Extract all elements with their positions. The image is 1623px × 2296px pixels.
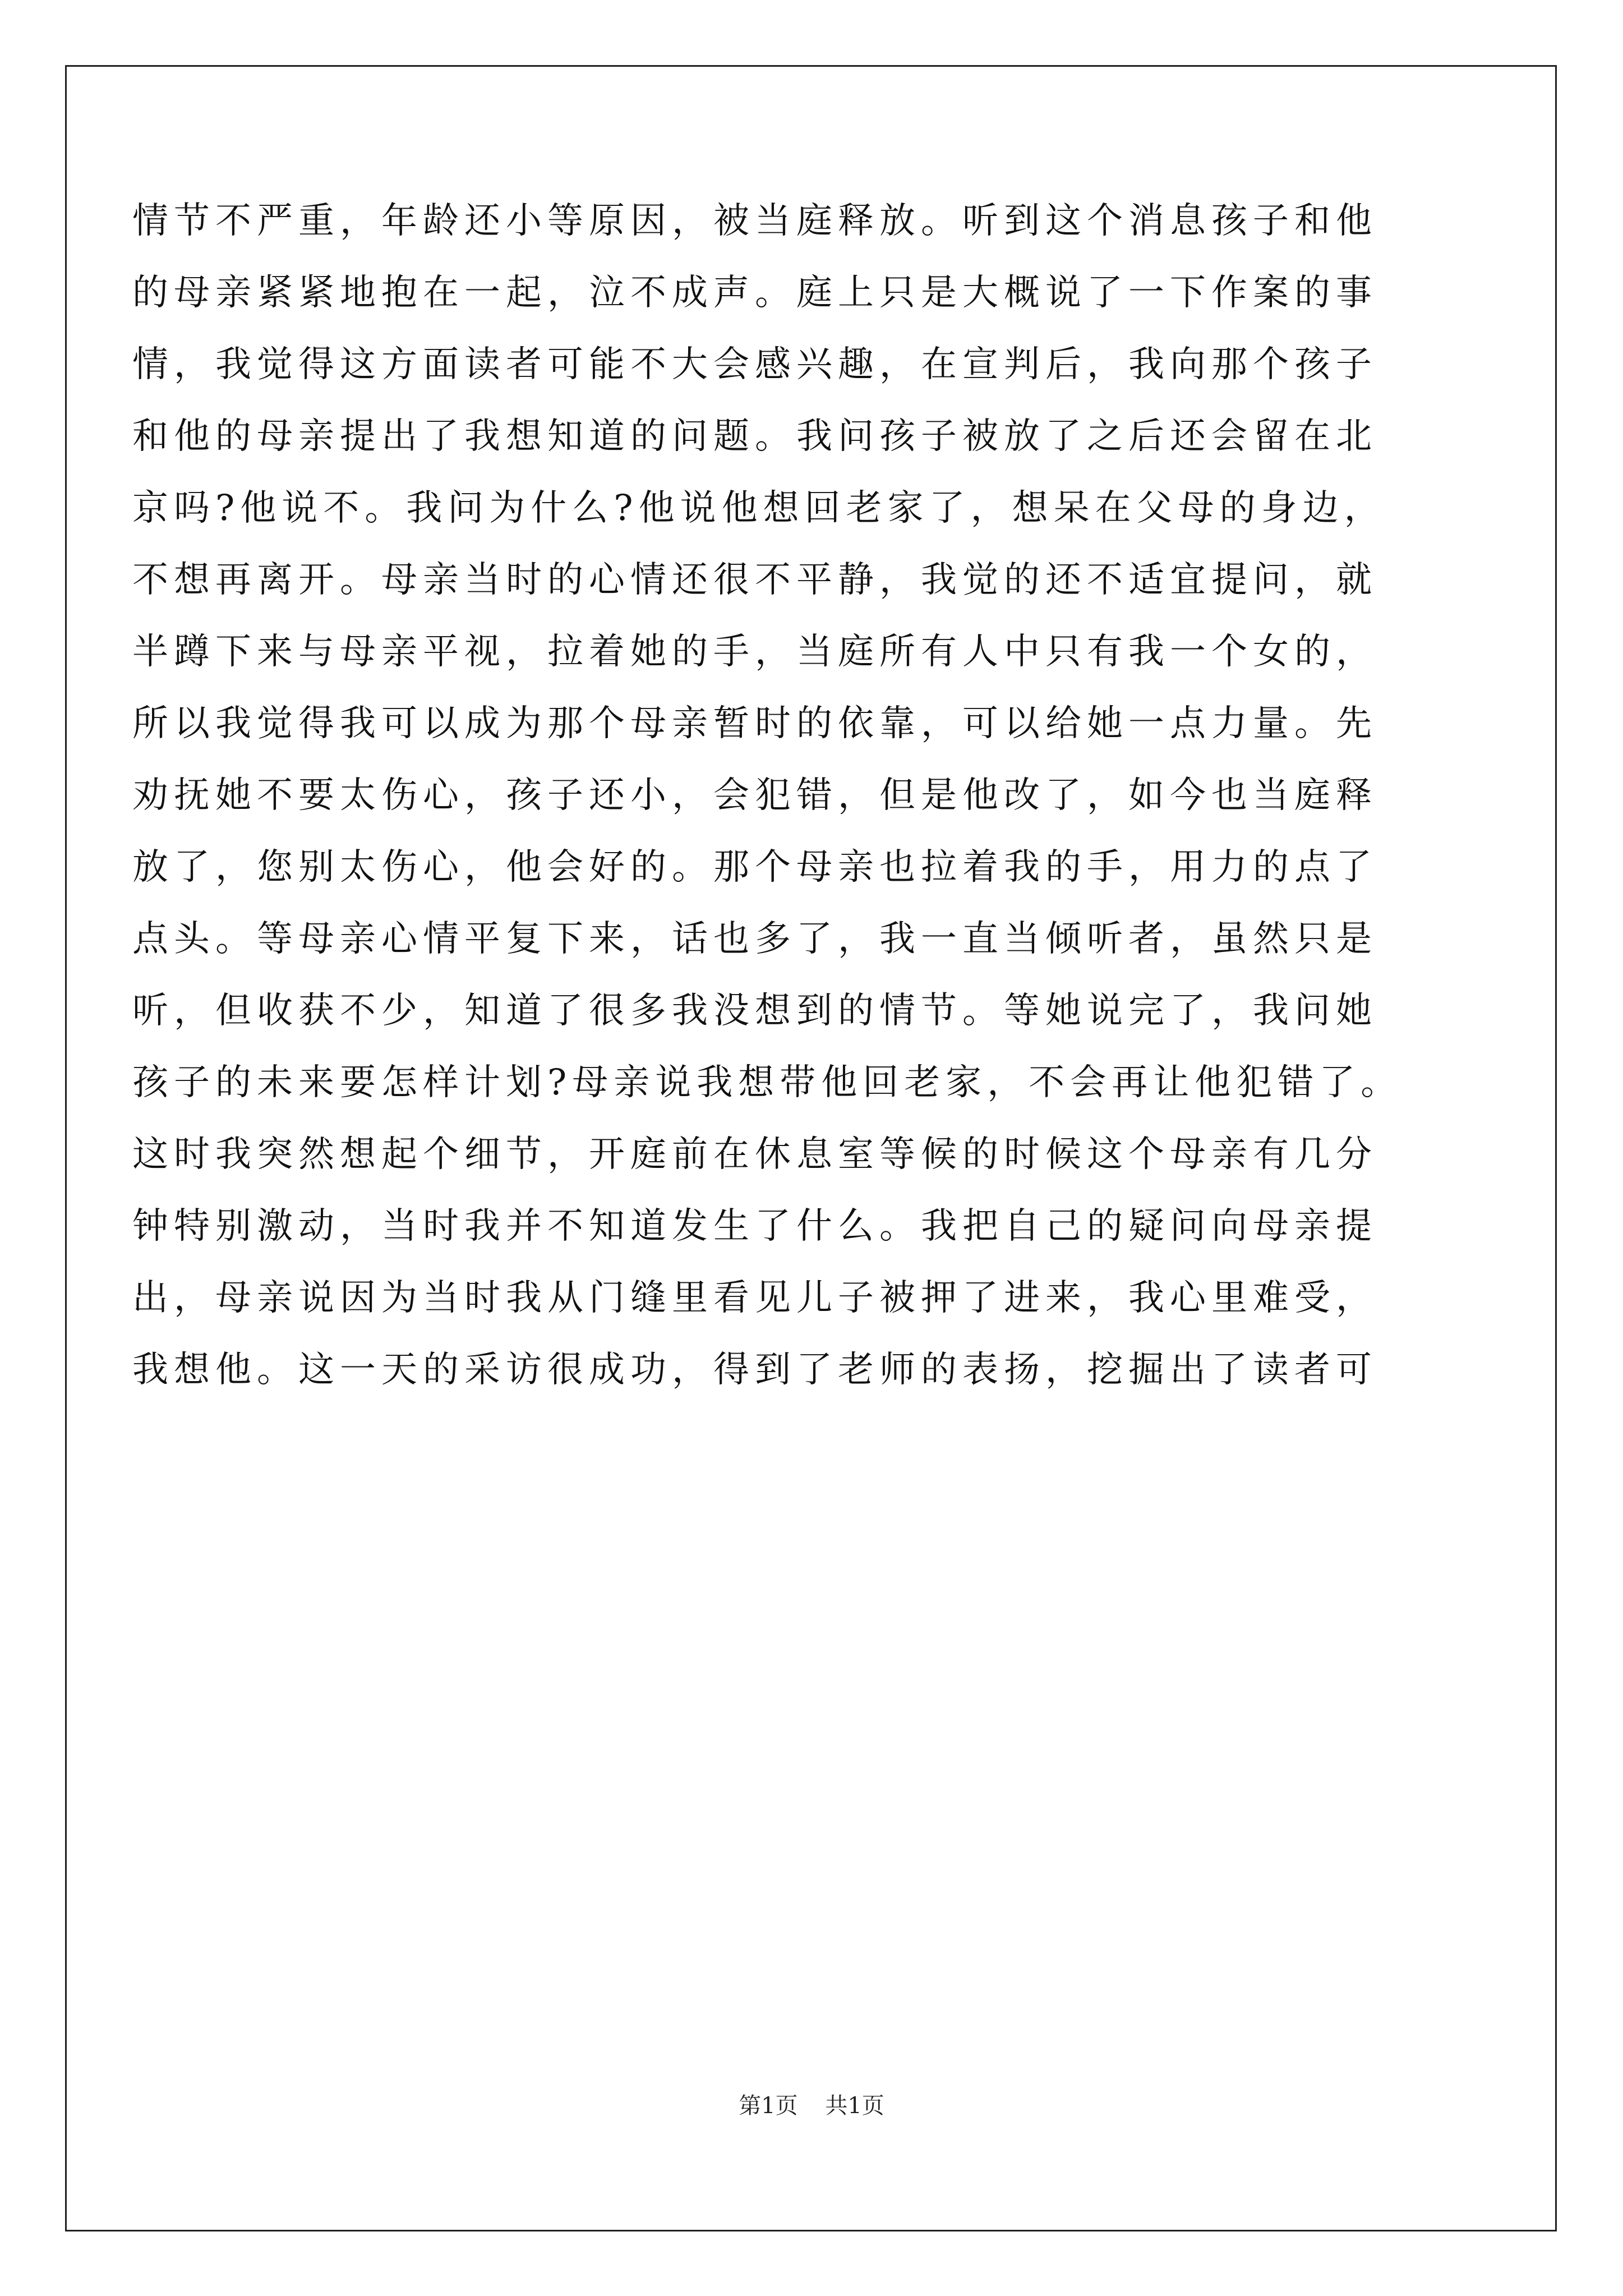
page-footer bbox=[0, 2088, 1623, 2120]
text-line: 这时我突然想起个细节，开庭前在休息室等候的时候这个母亲有几分 bbox=[132, 1134, 1377, 1175]
text-line: 放了，您别太伤心，他会好的。那个母亲也拉着我的手，用力的点了 bbox=[132, 846, 1377, 888]
page-total: 共1页 bbox=[825, 2093, 884, 2119]
text-line: 出，母亲说因为当时我从门缝里看见儿子被押了进来，我心里难受， bbox=[132, 1277, 1377, 1319]
text-line: 我想他。这一天的采访很成功，得到了老师的表扬，挖掘出了读者可 bbox=[132, 1349, 1377, 1391]
text-line: 的母亲紧紧地抱在一起，泣不成声。庭上只是大概说了一下作案的事 bbox=[132, 272, 1377, 314]
text-line: 听，但收获不少，知道了很多我没想到的情节。等她说完了，我问她 bbox=[132, 990, 1377, 1032]
text-line: 钟特别激动，当时我并不知道发生了什么。我把自己的疑问向母亲提 bbox=[132, 1205, 1377, 1247]
text-line: 京吗?他说不。我问为什么?他说他想回老家了，想呆在父母的身边， bbox=[132, 487, 1386, 529]
text-line: 不想再离开。母亲当时的心情还很不平静，我觉的还不适宜提问，就 bbox=[132, 559, 1377, 601]
text-line: 劝抚她不要太伤心，孩子还小，会犯错，但是他改了，如今也当庭释 bbox=[132, 775, 1377, 816]
text-line: 所以我觉得我可以成为那个母亲暂时的依靠，可以给她一点力量。先 bbox=[132, 703, 1377, 744]
text-line: 孩子的未来要怎样计划?母亲说我想带他回老家，不会再让他犯错了。 bbox=[132, 1062, 1403, 1103]
page-number: 第1页 bbox=[739, 2093, 798, 2119]
text-line: 情，我觉得这方面读者可能不大会感兴趣，在宣判后，我向那个孩子 bbox=[132, 344, 1377, 385]
text-line: 半蹲下来与母亲平视，拉着她的手，当庭所有人中只有我一个女的， bbox=[132, 631, 1377, 673]
text-line: 情节不严重，年龄还小等原因，被当庭释放。听到这个消息孩子和他 bbox=[132, 200, 1377, 242]
document-body bbox=[132, 185, 1490, 1406]
text-line: 和他的母亲提出了我想知道的问题。我问孩子被放了之后还会留在北 bbox=[132, 416, 1377, 457]
text-line: 点头。等母亲心情平复下来，话也多了，我一直当倾听者，虽然只是 bbox=[132, 918, 1377, 960]
